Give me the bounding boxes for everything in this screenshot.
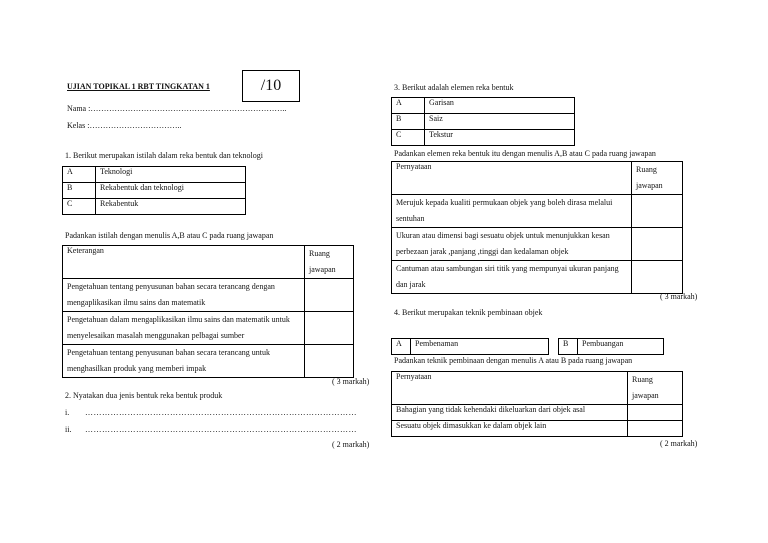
option-letter: B	[63, 183, 96, 199]
statement-cell: Bahagian yang tidak kehendaki dikeluarkan dari objek asal	[392, 405, 628, 421]
q1-instruction: Padankan istilah dengan menulis A,B atau C pada ruang jawapan	[65, 231, 274, 240]
table-row	[63, 167, 246, 183]
option-letter: A	[392, 339, 411, 355]
q3-options-table	[391, 97, 575, 146]
option-text: Garisan	[425, 98, 575, 114]
column-header-ruang-jawapan: Ruang jawapan	[305, 246, 354, 279]
option-letter: A	[63, 167, 96, 183]
table-row	[63, 246, 354, 279]
q2-answer-line-i[interactable]: ……………………………………………………………………………………	[85, 408, 357, 417]
option-letter: C	[392, 130, 425, 146]
answer-cell[interactable]	[305, 345, 354, 378]
option-letter: B	[559, 339, 578, 355]
column-header-pernyataan: Pernyataan	[392, 372, 628, 405]
option-letter: A	[392, 98, 425, 114]
answer-cell[interactable]	[305, 312, 354, 345]
q4-prompt: 4. Berikut merupakan teknik pembinaan objek	[394, 308, 543, 317]
q1-prompt: 1. Berikut merupakan istilah dalam reka bentuk dan teknologi	[65, 151, 263, 160]
option-text: Tekstur	[425, 130, 575, 146]
table-row	[63, 345, 354, 378]
answer-cell[interactable]	[628, 421, 683, 437]
statement-cell: Pengetahuan dalam mengaplikasikan ilmu sains dan matematik untuk menyelesaikan masalah menggunakan pelbagai sumber	[63, 312, 305, 345]
nama-field[interactable]: Nama :………………………………………………………………..	[67, 104, 287, 113]
table-row	[392, 130, 575, 146]
statement-cell: Ukuran atau dimensi bagi sesuatu objek untuk menunjukkan kesan perbezaan jarak ,panjang ,tinggi dan kedalaman objek	[392, 228, 632, 261]
table-row	[63, 312, 354, 345]
option-text: Pembuangan	[578, 339, 664, 355]
option-text: Teknologi	[96, 167, 246, 183]
statement-cell: Cantuman atau sambungan siri titik yang mempunyai ukuran panjang dan jarak	[392, 261, 632, 294]
column-header-pernyataan: Pernyataan	[392, 162, 632, 195]
table-row	[63, 183, 246, 199]
q2-line-i-num: i.	[65, 408, 70, 417]
answer-cell[interactable]	[632, 228, 683, 261]
table-row	[392, 162, 683, 195]
q4-instruction: Padankan teknik pembinaan dengan menulis A atau B pada ruang jawapan	[394, 356, 633, 365]
statement-cell: Sesuatu objek dimasukkan ke dalam objek lain	[392, 421, 628, 437]
score-label: /10	[260, 77, 282, 94]
q2-answer-line-ii[interactable]: ……………………………………………………………………………………	[85, 425, 357, 434]
table-row	[392, 421, 683, 437]
option-text: Rekabentuk dan teknologi	[96, 183, 246, 199]
q3-marks: ( 3 markah)	[660, 292, 698, 301]
column-header-ruang-jawapan: Ruang jawapan	[628, 372, 683, 405]
column-header-keterangan: Keterangan	[63, 246, 305, 279]
answer-cell[interactable]	[305, 279, 354, 312]
table-row	[63, 279, 354, 312]
kelas-field[interactable]: Kelas :……………………………..	[67, 121, 182, 130]
answer-cell[interactable]	[628, 405, 683, 421]
table-row	[392, 228, 683, 261]
q2-line-ii-num: ii.	[65, 425, 72, 434]
table-row	[392, 114, 575, 130]
statement-cell: Merujuk kepada kualiti permukaan objek yang boleh dirasa melalui sentuhan	[392, 195, 632, 228]
table-row	[392, 98, 575, 114]
table-row	[392, 195, 683, 228]
page-title: UJIAN TOPIKAL 1 RBT TINGKATAN 1	[67, 82, 210, 91]
q4-option-b	[558, 338, 664, 355]
table-row	[559, 339, 664, 355]
q2-prompt: 2. Nyatakan dua jenis bentuk reka bentuk produk	[65, 391, 223, 400]
statement-cell: Pengetahuan tentang penyusunan bahan secara terancang dengan mengaplikasikan ilmu sains dan matematik	[63, 279, 305, 312]
option-letter: B	[392, 114, 425, 130]
table-row	[392, 372, 683, 405]
answer-cell[interactable]	[632, 261, 683, 294]
option-letter: C	[63, 199, 96, 215]
option-text: Rekabentuk	[96, 199, 246, 215]
answer-cell[interactable]	[632, 195, 683, 228]
score-box	[242, 70, 300, 102]
table-row	[392, 339, 549, 355]
q1-answer-table	[62, 245, 354, 378]
q3-instruction: Padankan elemen reka bentuk itu dengan menulis A,B atau C pada ruang jawapan	[394, 149, 656, 158]
q3-prompt: 3. Berikut adalah elemen reka bentuk	[394, 83, 514, 92]
table-row	[63, 199, 246, 215]
q2-marks: ( 2 markah)	[332, 440, 370, 449]
q4-option-a	[391, 338, 549, 355]
q4-marks: ( 2 markah)	[660, 439, 698, 448]
q1-options-table	[62, 166, 246, 215]
q4-answer-table	[391, 371, 683, 437]
q1-marks: ( 3 markah)	[332, 377, 370, 386]
column-header-ruang-jawapan: Ruang jawapan	[632, 162, 683, 195]
statement-cell: Pengetahuan tentang penyusunan bahan secara terancang untuk menghasilkan produk yang memberi impak	[63, 345, 305, 378]
table-row	[392, 405, 683, 421]
table-row	[392, 261, 683, 294]
option-text: Pembenaman	[411, 339, 549, 355]
option-text: Saiz	[425, 114, 575, 130]
q3-answer-table	[391, 161, 683, 294]
